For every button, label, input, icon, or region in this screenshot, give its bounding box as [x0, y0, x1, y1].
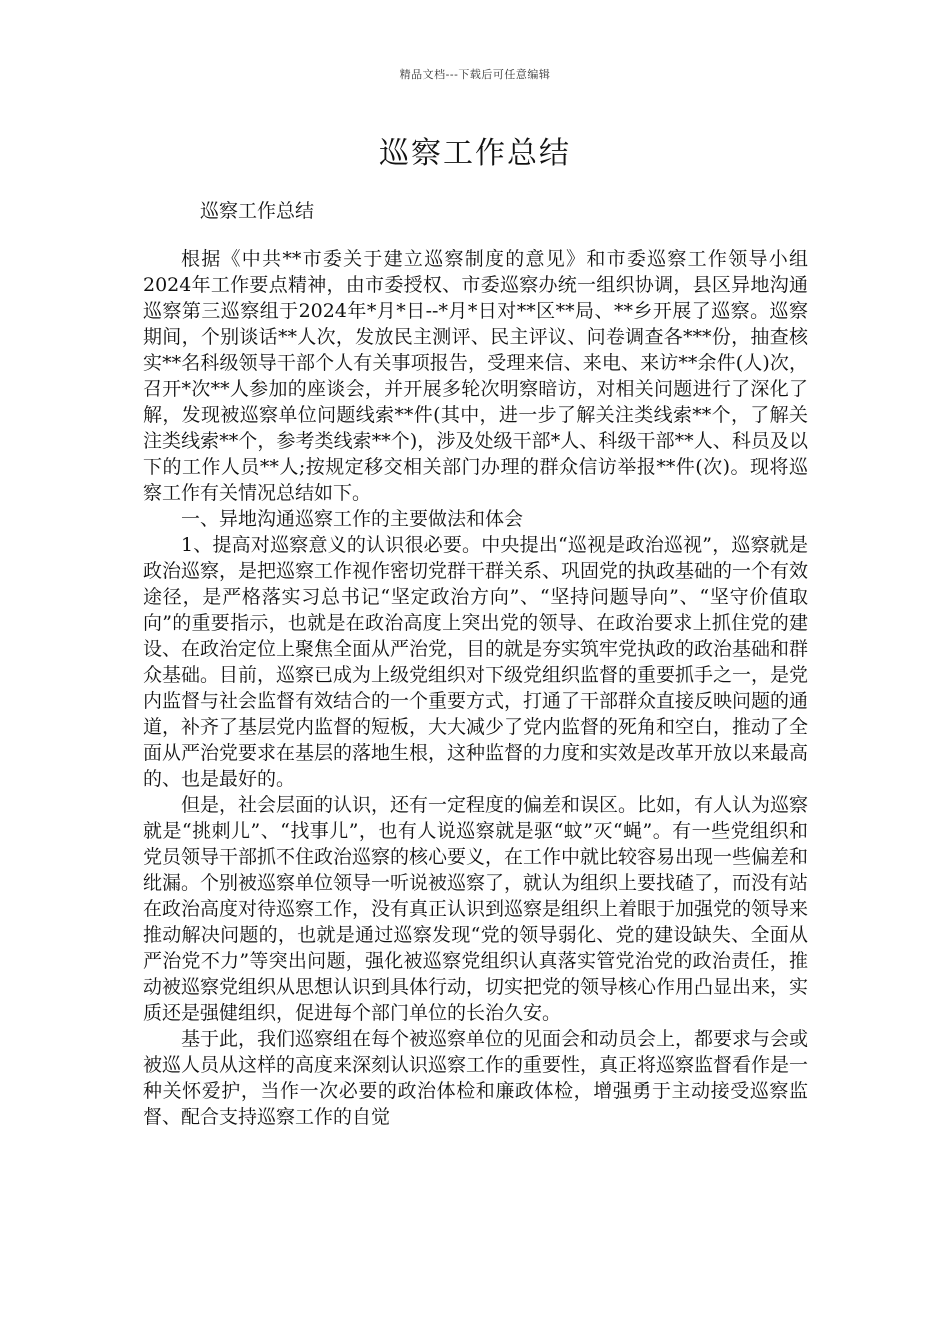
paragraph: 根据《中共**市委关于建立巡察制度的意见》和市委巡察工作领导小组2024年工作要点精神，由市委授权、市委巡察办统一组织协调，县区异地沟通巡察第三巡察组于2024年*月*日--*月*日对**区**局、**乡开展了巡察。巡察期间，个别谈话**人次，发放民主测评、民主评议、问卷调查各***份，抽查核实**名科级领导干部个人有关事项报告，受理来信、来电、来访**余件(人)次，召开*次**人参加的座谈会，并开展多轮次明察暗访，对相关问题进行了深化了解，发现被巡察单位问题线索**件(其中，进一步了解关注类线索**个，了解关注类线索**个，参考类线索**个)，涉及处级干部*人、科级干部**人、科员及以下的工作人员**人;按规定移交相关部门办理的群众信访举报**件(次)。现将巡察工作有关情况总结如下。	[143, 248, 808, 504]
document-body	[143, 246, 808, 1130]
paragraph: 1、提高对巡察意义的认识很必要。中央提出“巡视是政治巡视”，巡察就是政治巡察，是把巡察工作视作密切党群干群关系、巩固党的执政基础的一个有效途径，是严格落实习总书记“坚定政治方向”、“坚持问题导向”、“坚守价值取向”的重要指示，也就是在政治高度上突出党的领导、在政治要求上抓住党的建设、在政治定位上聚焦全面从严治党，目的就是夯实筑牢党执政的政治基础和群众基础。目前，巡察已成为上级党组织对下级党组织监督的重要抓手之一，是党内监督与社会监督有效结合的一个重要方式，打通了干部群众直接反映问题的通道，补齐了基层党内监督的短板，大大减少了党内监督的死角和空白，推动了全面从严治党要求在基层的落地生根，这种监督的力度和实效是改革开放以来最高的、也是最好的。	[143, 534, 809, 790]
document-title: 巡察工作总结	[379, 136, 571, 171]
section-heading: 一、异地沟通巡察工作的主要做法和体会	[181, 508, 524, 530]
paragraph: 但是，社会层面的认识，还有一定程度的偏差和误区。比如，有人认为巡察就是“挑刺儿”、“找事儿”，也有人说巡察就是驱“蚊”灭“蝇”。有一些党组织和党员领导干部抓不住政治巡察的核心要义，在工作中就比较容易出现一些偏差和纰漏。个别被巡察单位领导一听说被巡察了，就认为组织上要找碴了，而没有站在政治高度对待巡察工作，没有真正认识到巡察是组织上着眼于加强党的领导来推动解决问题的，也就是通过巡察发现“党的领导弱化、党的建设缺失、全面从严治党不力”等突出问题，强化被巡察党组织认真落实管党治党的政治责任，推动被巡察党组织从思想认识到具体行动，切实把党的领导核心作用凸显出来，实质还是强健组织，促进每个部门单位的长治久安。	[143, 794, 809, 1024]
paragraph: 基于此，我们巡察组在每个被巡察单位的见面会和动员会上，都要求与会或被巡人员从这样的高度来深刻认识巡察工作的重要性，真正将巡察监督看作是一种关怀爱护，当作一次必要的政治体检和廉政体检，增强勇于主动接受巡察监督、配合支持巡察工作的自觉	[143, 1028, 809, 1128]
document-subtitle: 巡察工作总结	[200, 200, 315, 222]
page-header: 精品文档---下载后可任意编辑	[399, 68, 551, 81]
